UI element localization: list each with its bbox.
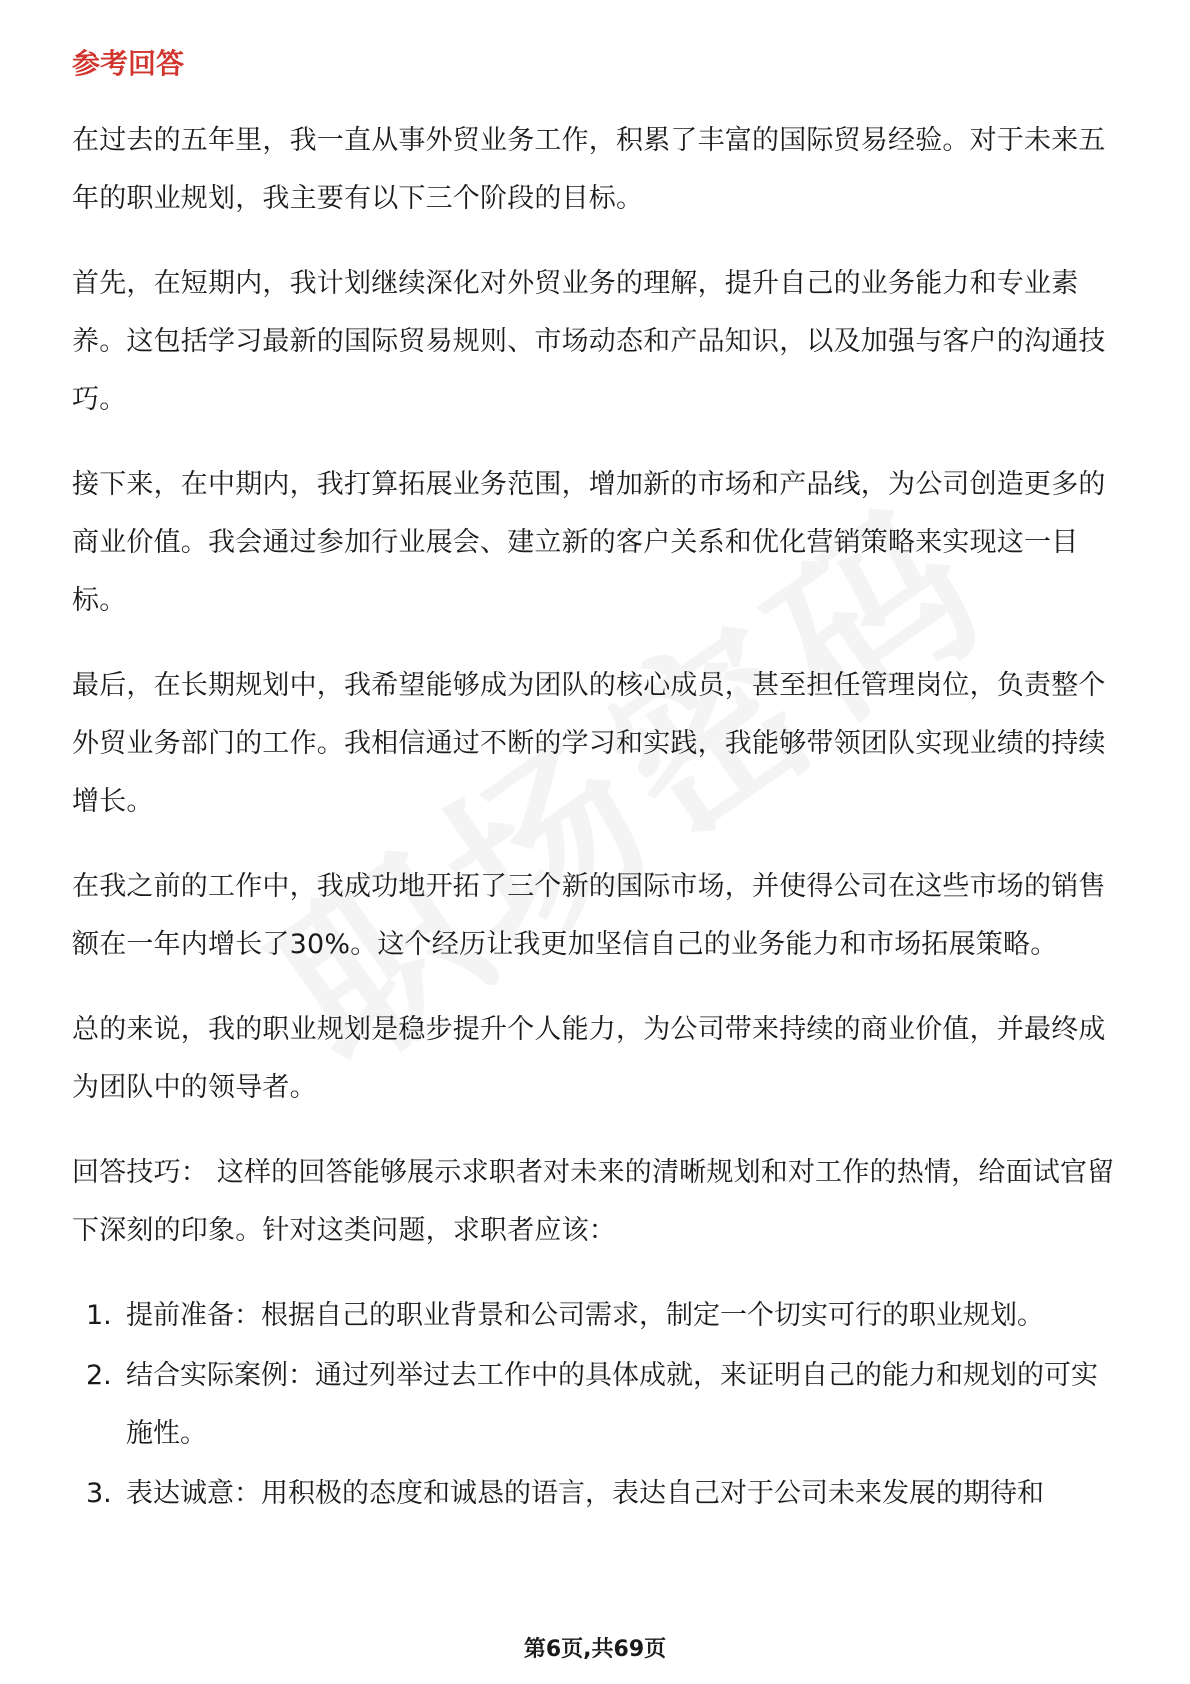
list-item-number: 2. bbox=[86, 1360, 112, 1391]
paragraph-short-term: 首先，在短期内，我计划继续深化对外贸业务的理解，提升自己的业务能力和专业素养。这包括学习最新的国际贸易规则、市场动态和产品知识，以及加强与客户的沟通技巧。 bbox=[72, 268, 1106, 415]
list-item-text: 结合实际案例：通过列举过去工作中的具体成就，来证明自己的能力和规划的可实施性。 bbox=[126, 1360, 1098, 1449]
list-item-text: 提前准备：根据自己的职业背景和公司需求，制定一个切实可行的职业规划。 bbox=[126, 1300, 1044, 1331]
list-item bbox=[72, 1287, 1122, 1345]
list-item-text: 表达诚意：用积极的态度和诚恳的语言，表达自己对于公司未来发展的期待和 bbox=[126, 1478, 1044, 1509]
paragraph-intro: 在过去的五年里，我一直从事外贸业务工作，积累了丰富的国际贸易经验。对于未来五年的职业规划，我主要有以下三个阶段的目标。 bbox=[72, 125, 1106, 214]
page-footer bbox=[0, 1632, 1190, 1663]
paragraph-mid-term: 接下来，在中期内，我打算拓展业务范围，增加新的市场和产品线，为公司创造更多的商业价值。我会通过参加行业展会、建立新的客户关系和优化营销策略来实现这一目标。 bbox=[72, 469, 1106, 616]
paragraph-tips-intro: 回答技巧： 这样的回答能够展示求职者对未来的清晰规划和对工作的热情，给面试官留下深刻的印象。针对这类问题，求职者应该： bbox=[72, 1157, 1115, 1246]
list-item bbox=[72, 1465, 1122, 1523]
document-body bbox=[72, 44, 1122, 1525]
page-number: 第6页,共69页 bbox=[523, 1637, 667, 1662]
paragraph-long-term: 最后，在长期规划中，我希望能够成为团队的核心成员，甚至担任管理岗位，负责整个外贸业务部门的工作。我相信通过不断的学习和实践，我能够带领团队实现业绩的持续增长。 bbox=[72, 670, 1106, 817]
list-item-number: 1. bbox=[86, 1300, 112, 1331]
tips-list bbox=[72, 1287, 1122, 1523]
paragraph-summary: 总的来说，我的职业规划是稳步提升个人能力，为公司带来持续的商业价值，并最终成为团队中的领导者。 bbox=[72, 1014, 1106, 1103]
paragraph-achievement: 在我之前的工作中，我成功地开拓了三个新的国际市场，并使得公司在这些市场的销售额在一年内增长了30%。这个经历让我更加坚信自己的业务能力和市场拓展策略。 bbox=[72, 871, 1106, 960]
section-heading: 参考回答 bbox=[72, 47, 185, 80]
list-item-number: 3. bbox=[86, 1478, 112, 1509]
list-item bbox=[72, 1347, 1122, 1463]
